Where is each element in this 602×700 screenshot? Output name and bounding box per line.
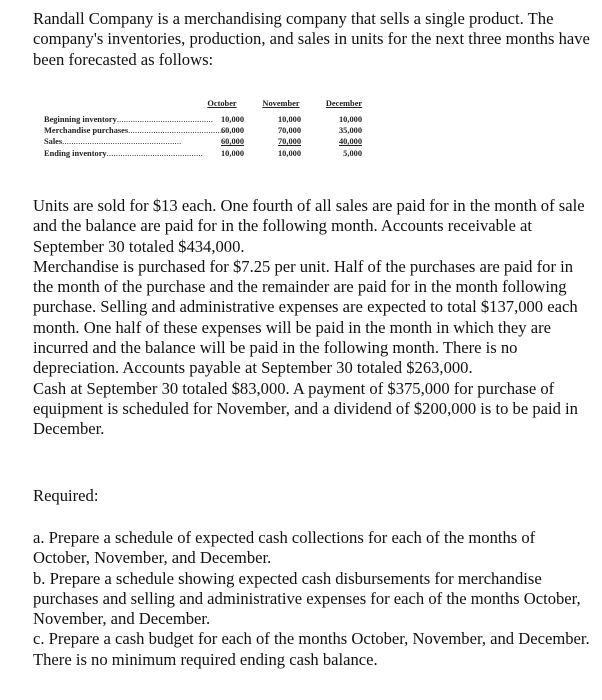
row-label-text: Ending inventory <box>44 149 107 158</box>
requirement-a: a. Prepare a schedule of expected cash collections for each of the months of October, November, and December. <box>33 528 536 568</box>
row-label-merchandise-purchases: Merchandise purchases.......................................... <box>44 126 225 135</box>
intro-paragraph: Randall Company is a merchandising company that sells a single product. The company's inventories, production, and sales in units for the next three months have been forecasted as follows: <box>33 9 590 69</box>
required-heading: Required: <box>33 486 99 505</box>
requirements-list <box>33 528 593 670</box>
table-cell: 10,000 <box>220 149 244 158</box>
table-cell: 10,000 <box>220 115 244 124</box>
row-label-text: Merchandise purchases <box>44 126 129 135</box>
table-cell: 35,000 <box>338 126 362 135</box>
row-label-text: Sales <box>44 137 63 146</box>
table-cell: 70,000 <box>277 137 301 146</box>
cash-paragraph: Cash at September 30 totaled $83,000. A payment of $375,000 for purchase of equipment is scheduled for November, and a dividend of $200,000 is to be paid in December. <box>33 378 578 439</box>
requirement-b: b. Prepare a schedule showing expected cash disbursements for merchandise purchases and selling and administrative expenses for each of the months October, November, and December. <box>33 568 581 629</box>
row-label-ending-inventory: Ending inventory.......................................... <box>44 149 203 158</box>
problem-details <box>33 196 593 440</box>
sales-terms-paragraph: Units are sold for $13 each. One fourth of all sales are paid for in the month of sale and the balance are paid for in the following month. Accounts receivable at September 30 totaled $434,000. <box>33 196 585 256</box>
column-header-october: October <box>207 99 237 108</box>
table-cell: 10,000 <box>338 115 362 124</box>
requirement-c: c. Prepare a cash budget for each of the months October, November, and December. There is no minimum required ending cash balance. <box>33 629 590 669</box>
table-cell: 60,000 <box>220 126 244 135</box>
table-cell: 10,000 <box>277 115 301 124</box>
table-cell: 60,000 <box>220 137 244 146</box>
row-label-beginning-inventory: Beginning inventory.......................................... <box>44 115 214 124</box>
purchase-terms-paragraph: Merchandise is purchased for $7.25 per unit. Half of the purchases are paid for in the month of the purchase and the remainder are paid for in the month following purchase. Selling and administrative expenses are expected to total $137,000 each month. One half of these expenses will be paid in the month in which they are incurred and the balance will be paid in the following month. There is no depreciation. Accounts payable at September 30 totaled $263,000. <box>33 256 578 378</box>
forecast-table <box>0 0 602 200</box>
table-cell: 70,000 <box>277 126 301 135</box>
column-header-december: December <box>325 99 363 108</box>
row-label-text: Beginning inventory <box>44 115 117 124</box>
column-header-november: November <box>262 99 300 108</box>
table-cell: 40,000 <box>338 137 362 146</box>
table-cell: 10,000 <box>277 149 301 158</box>
row-label-sales: Sales.................................................... <box>44 137 182 146</box>
table-cell: 5,000 <box>343 149 362 158</box>
